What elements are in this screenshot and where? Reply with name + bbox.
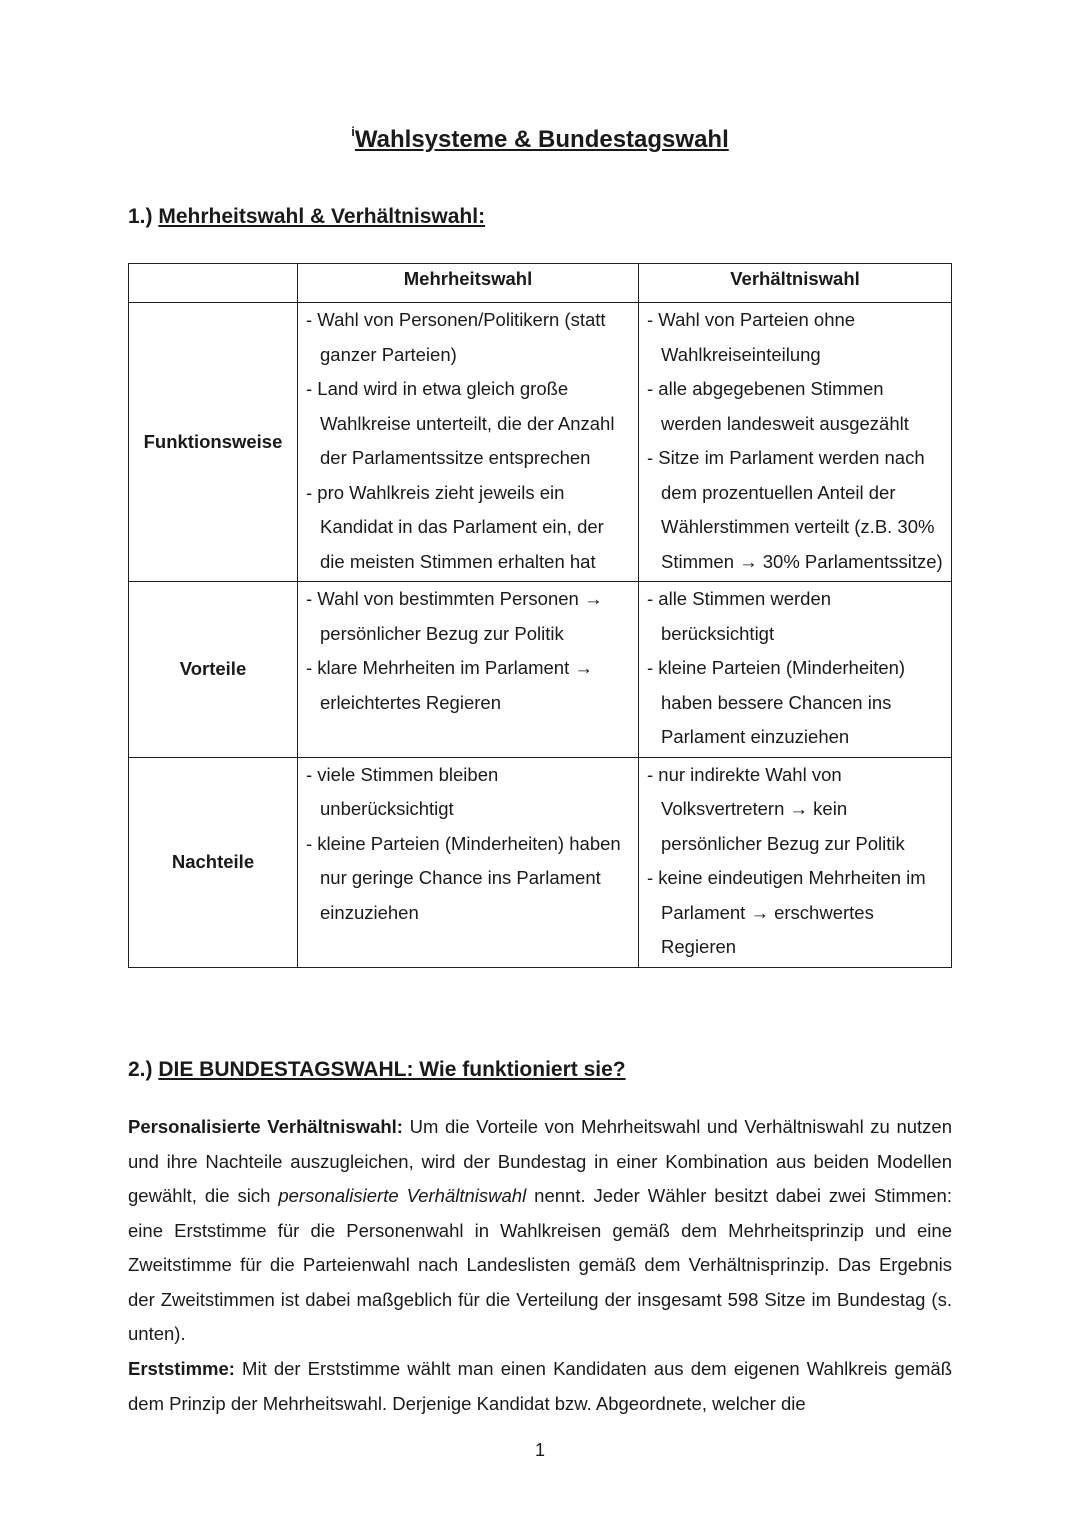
table-header-row [129,264,952,303]
row-nachteile [129,757,952,967]
header-mehrheitswahl: Mehrheitswahl [298,264,639,303]
bullet-item: - alle Stimmen werden berücksichtigt [647,588,832,644]
paragraph-personalisierte-verhaeltniswahl [128,1110,952,1352]
bullet-item: - keine eindeutigen Mehrheiten im Parlament → erschwertes Regieren [647,867,926,957]
bullet-item: - Wahl von bestimmten Personen → persönlicher Bezug zur Politik [306,588,603,644]
cell-vorteile-verhaeltniswahl [639,582,952,758]
header-empty-cell [129,264,298,303]
comparison-table [128,263,952,968]
section-2-heading [128,1058,626,1082]
bullet-item: - Wahl von Personen/Politikern (statt ganzer Parteien) [306,309,606,365]
paragraph-1-italic: personalisierte Verhältniswahl [278,1185,527,1206]
paragraph-erststimme [128,1352,952,1421]
paragraph-1-lead: Personalisierte Verhältniswahl: [128,1116,403,1137]
bullet-item: - kleine Parteien (Minderheiten) haben bessere Chancen ins Parlament einzuziehen [647,657,906,747]
cell-funktionsweise-verhaeltniswahl [639,303,952,582]
bullet-item: - kleine Parteien (Minderheiten) haben nur geringe Chance ins Parlament einzuziehen [306,832,621,923]
page-number: 1 [534,1440,545,1460]
section-1-title: Mehrheitswahl & Verhältniswahl: [158,205,486,228]
bullet-item: - klare Mehrheiten im Parlament → erleichtertes Regieren [306,657,593,713]
paragraph-2-text: Mit der Erststimme wählt man einen Kandidaten aus dem eigenen Wahlkreis gemäß dem Prinzip der Mehrheitswahl. Derjenige Kandidat bzw. Abgeordnete, welcher die [128,1358,952,1414]
cell-funktionsweise-mehrheitswahl [298,303,639,582]
cell-nachteile-verhaeltniswahl [639,757,952,967]
bullet-item: - alle abgegebenen Stimmen werden landesweit ausgezählt [647,378,909,434]
row-vorteile [129,582,952,758]
row-label-vorteile: Vorteile [129,582,298,758]
section-2-number: 2.) [128,1058,159,1081]
row-funktionsweise [129,303,952,582]
bullet-item: - Sitze im Parlament werden nach dem prozentuellen Anteil der Wählerstimmen verteilt (z.B. 30% Stimmen → 30% Parlamentssitze) [647,447,943,572]
row-label-funktionsweise: Funktionsweise [129,303,298,582]
paragraph-2-lead: Erststimme: [128,1358,235,1379]
bullet-item: - Wahl von Parteien ohne Wahlkreiseinteilung [647,309,856,365]
section-1-heading [128,205,485,229]
cell-vorteile-mehrheitswahl [298,582,639,758]
cell-nachteile-mehrheitswahl [298,757,639,967]
bullet-item: - viele Stimmen bleiben unberücksichtigt [306,763,499,819]
title-text: Wahlsysteme & Bundestagswahl [354,126,729,153]
title-marker: i [351,124,355,139]
section-1-number: 1.) [128,205,159,228]
header-verhaeltniswahl: Verhältniswahl [639,264,952,303]
row-label-nachteile: Nachteile [129,757,298,967]
section-2-title: DIE BUNDESTAGSWAHL: Wie funktioniert sie? [158,1058,626,1081]
bullet-item: - Land wird in etwa gleich große Wahlkreise unterteilt, die der Anzahl der Parlamentssitze entsprechen [306,378,615,468]
paragraph-1-text-b: nennt. Jeder Wähler besitzt dabei zwei Stimmen: eine Erststimme für die Personenwahl in Wahlkreisen gemäß dem Mehrheitsprinzip und eine Zweitstimme für die Parteienwahl nach Landeslisten gemäß dem Verhältnisprinzip. Das Ergebnis der Zweitstimmen ist dabei maßgeblich für die Verteilung der insgesamt 598 Sitze im Bundestag (s. unten). [128,1185,952,1344]
bullet-item: - nur indirekte Wahl von Volksvertretern → kein persönlicher Bezug zur Politik [647,763,905,854]
paragraph-1-text-a: Um die Vorteile von Mehrheitswahl und Verhältniswahl zu nutzen und ihre Nachteile auszugleichen, wird der Bundestag in einer Kombination aus beiden Modellen gewählt, die sich [128,1116,952,1206]
document-title [0,126,1080,154]
bullet-item: - pro Wahlkreis zieht jeweils ein Kandidat in das Parlament ein, der die meisten Stimmen erhalten hat [306,481,604,572]
